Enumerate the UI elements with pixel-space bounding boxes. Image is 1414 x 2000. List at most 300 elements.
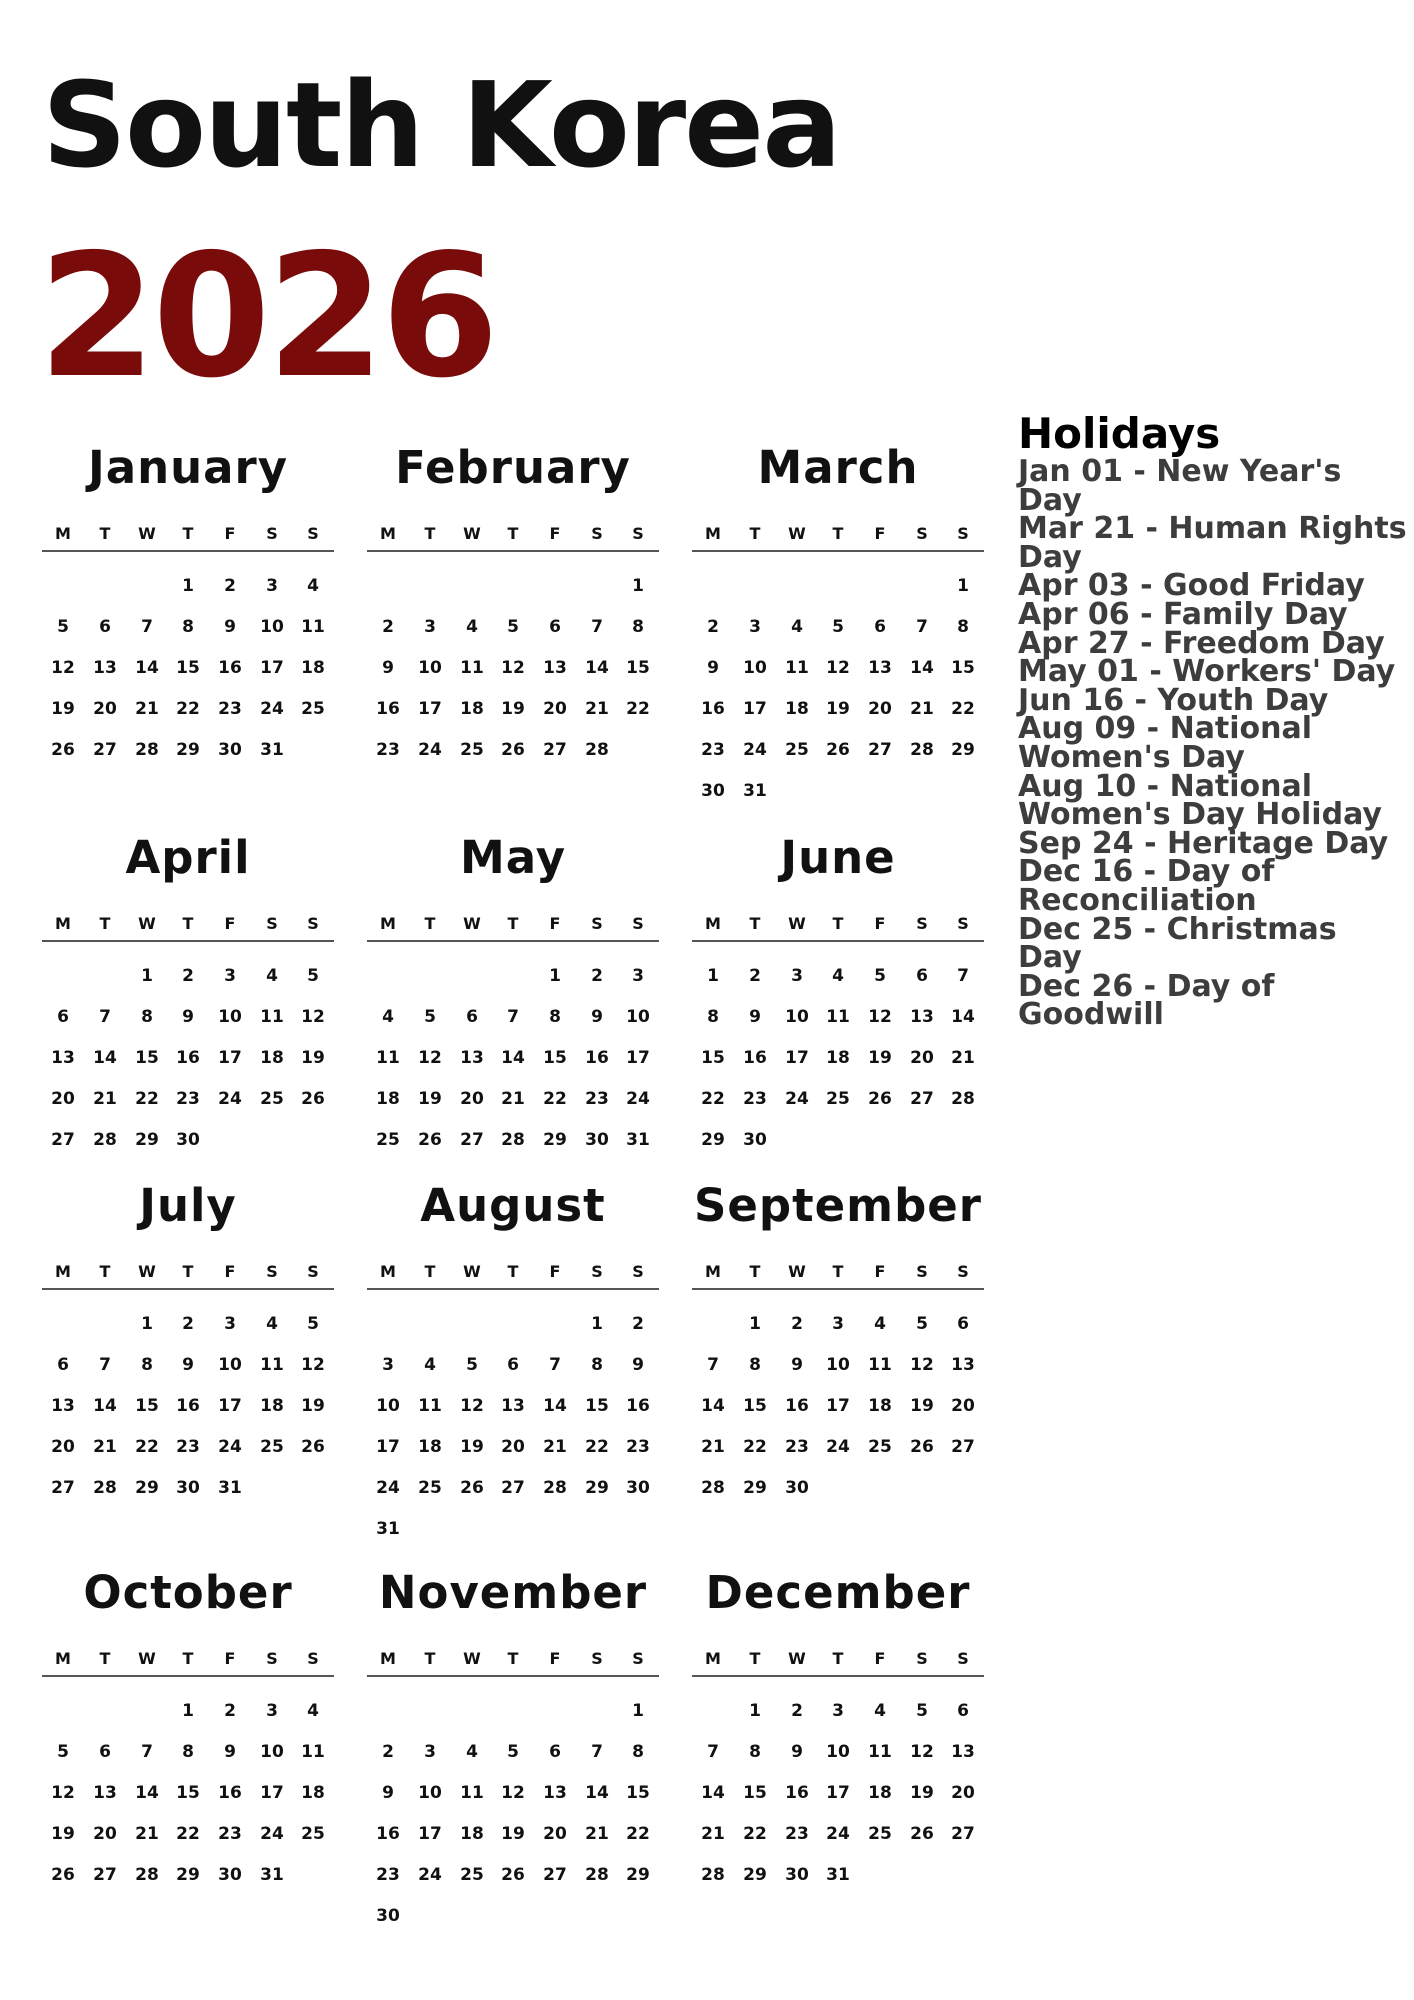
weekday-label: T	[182, 524, 194, 543]
day-cell: 11	[868, 1355, 892, 1375]
day-cell: 20	[460, 1089, 484, 1109]
day-cell: 16	[176, 1396, 200, 1416]
day-cell: 11	[826, 1007, 850, 1027]
day-cell: 4	[832, 966, 844, 986]
day-cell: 11	[260, 1355, 284, 1375]
day-cell: 5	[507, 617, 519, 637]
day-cell: 6	[99, 1742, 111, 1762]
weekday-label: F	[549, 914, 561, 933]
day-cell: 19	[418, 1089, 442, 1109]
day-cell: 1	[549, 966, 561, 986]
day-cell: 8	[141, 1355, 153, 1375]
month-name: March	[757, 441, 919, 494]
weekday-label: S	[307, 1262, 319, 1281]
day-cell: 15	[176, 658, 200, 678]
day-cell: 26	[501, 1865, 525, 1885]
day-cell: 15	[135, 1048, 159, 1068]
day-cell: 4	[307, 576, 319, 596]
day-cell: 4	[791, 617, 803, 637]
day-cell: 21	[93, 1089, 117, 1109]
month-name: November	[378, 1566, 648, 1619]
day-cell: 19	[51, 699, 75, 719]
day-cell: 2	[791, 1314, 803, 1334]
day-cell: 5	[57, 1742, 69, 1762]
day-cell: 4	[874, 1314, 886, 1334]
day-cell: 14	[910, 658, 934, 678]
day-cell: 31	[260, 1865, 284, 1885]
day-cell: 25	[868, 1824, 892, 1844]
day-cell: 13	[51, 1048, 75, 1068]
day-cell: 14	[701, 1783, 725, 1803]
day-cell: 24	[418, 1865, 442, 1885]
holiday-item: Mar 21 - Human Rights Day	[1018, 511, 1407, 575]
day-cell: 6	[549, 1742, 561, 1762]
weekday-label: T	[832, 1262, 844, 1281]
day-cell: 5	[466, 1355, 478, 1375]
weekday-label: S	[916, 524, 928, 543]
day-cell: 16	[626, 1396, 650, 1416]
day-cell: 18	[460, 1824, 484, 1844]
day-cell: 1	[141, 966, 153, 986]
day-cell: 12	[301, 1355, 325, 1375]
day-cell: 21	[543, 1437, 567, 1457]
day-cell: 13	[93, 1783, 117, 1803]
holidays-panel	[1018, 409, 1408, 1033]
day-cell: 19	[301, 1048, 325, 1068]
weekday-label: T	[507, 1649, 519, 1668]
day-cell: 29	[543, 1130, 567, 1150]
day-cell: 12	[460, 1396, 484, 1416]
day-cell: 3	[266, 1701, 278, 1721]
day-cell: 7	[707, 1355, 719, 1375]
day-cell: 9	[749, 1007, 761, 1027]
holiday-item: Dec 26 - Day of Goodwill	[1018, 968, 1275, 1033]
weekday-label: S	[916, 1262, 928, 1281]
weekday-label: S	[591, 524, 603, 543]
day-cell: 27	[51, 1130, 75, 1150]
day-cell: 28	[501, 1130, 525, 1150]
day-cell: 27	[910, 1089, 934, 1109]
day-cell: 15	[743, 1396, 767, 1416]
day-cell: 11	[418, 1396, 442, 1416]
day-cell: 20	[868, 699, 892, 719]
day-cell: 2	[224, 576, 236, 596]
day-cell: 20	[543, 699, 567, 719]
day-cell: 10	[218, 1355, 242, 1375]
day-cell: 9	[382, 658, 394, 678]
day-cell: 16	[785, 1783, 809, 1803]
day-cell: 3	[791, 966, 803, 986]
weekday-label: S	[957, 1262, 969, 1281]
day-cell: 29	[176, 740, 200, 760]
day-cell: 1	[749, 1701, 761, 1721]
weekday-label: S	[957, 524, 969, 543]
day-cell: 27	[460, 1130, 484, 1150]
weekday-label: S	[591, 914, 603, 933]
day-cell: 8	[749, 1742, 761, 1762]
day-cell: 7	[916, 617, 928, 637]
day-cell: 14	[135, 1783, 159, 1803]
day-cell: 8	[632, 1742, 644, 1762]
day-cell: 20	[93, 1824, 117, 1844]
day-cell: 24	[218, 1437, 242, 1457]
day-cell: 12	[826, 658, 850, 678]
weekday-header	[367, 520, 659, 552]
day-cell: 3	[224, 1314, 236, 1334]
day-cell: 25	[826, 1089, 850, 1109]
day-cell: 17	[260, 1783, 284, 1803]
day-cell: 13	[868, 658, 892, 678]
day-cell: 6	[99, 617, 111, 637]
day-cell: 2	[382, 1742, 394, 1762]
weekday-label: T	[424, 1649, 436, 1668]
day-cell: 14	[585, 658, 609, 678]
day-cell: 11	[301, 1742, 325, 1762]
day-cell: 21	[501, 1089, 525, 1109]
weekday-label: F	[224, 524, 236, 543]
day-cell: 3	[832, 1314, 844, 1334]
day-cell: 8	[182, 617, 194, 637]
day-cell: 11	[460, 658, 484, 678]
day-cell: 19	[501, 1824, 525, 1844]
day-cell: 17	[218, 1396, 242, 1416]
day-cell: 18	[301, 1783, 325, 1803]
day-cell: 20	[51, 1437, 75, 1457]
weekday-label: S	[591, 1262, 603, 1281]
weekday-label: W	[463, 1649, 481, 1668]
day-cell: 29	[626, 1865, 650, 1885]
weekday-label: S	[632, 1262, 644, 1281]
day-cell: 18	[301, 658, 325, 678]
day-cell: 30	[785, 1478, 809, 1498]
day-cell: 24	[418, 740, 442, 760]
weekday-label: W	[463, 914, 481, 933]
day-cell: 6	[549, 617, 561, 637]
weekday-label: F	[224, 1649, 236, 1668]
weekday-label: T	[182, 1649, 194, 1668]
day-cell: 26	[910, 1824, 934, 1844]
day-cell: 7	[99, 1007, 111, 1027]
weekday-header	[692, 910, 984, 942]
day-cell: 9	[182, 1007, 194, 1027]
day-cell: 27	[93, 1865, 117, 1885]
weekday-label: M	[55, 914, 71, 933]
weekday-label: W	[788, 1649, 806, 1668]
day-cell: 15	[626, 1783, 650, 1803]
day-cell: 22	[135, 1089, 159, 1109]
weekday-label: T	[424, 524, 436, 543]
day-cell: 3	[224, 966, 236, 986]
day-cell: 29	[135, 1130, 159, 1150]
day-cell: 26	[460, 1478, 484, 1498]
day-cell: 16	[585, 1048, 609, 1068]
day-cell: 26	[826, 740, 850, 760]
day-cell: 13	[460, 1048, 484, 1068]
weekday-label: T	[507, 524, 519, 543]
day-cell: 20	[51, 1089, 75, 1109]
day-cell: 11	[868, 1742, 892, 1762]
day-cell: 2	[224, 1701, 236, 1721]
day-cell: 17	[418, 699, 442, 719]
month-name: December	[705, 1566, 971, 1619]
weekday-label: S	[266, 1649, 278, 1668]
day-cell: 12	[501, 658, 525, 678]
holiday-item: Apr 27 - Freedom Day	[1018, 625, 1385, 661]
day-cell: 13	[543, 1783, 567, 1803]
day-cell: 6	[57, 1355, 69, 1375]
day-cell: 1	[632, 1701, 644, 1721]
weekday-label: F	[224, 914, 236, 933]
day-cell: 14	[585, 1783, 609, 1803]
day-cell: 6	[957, 1701, 969, 1721]
day-cell: 22	[626, 699, 650, 719]
day-cell: 15	[585, 1396, 609, 1416]
day-cell: 31	[826, 1865, 850, 1885]
day-cell: 14	[93, 1396, 117, 1416]
day-cell: 7	[707, 1742, 719, 1762]
weekday-header	[692, 1258, 984, 1290]
day-cell: 25	[301, 1824, 325, 1844]
day-cell: 16	[785, 1396, 809, 1416]
day-cell: 7	[141, 1742, 153, 1762]
day-cell: 8	[749, 1355, 761, 1375]
holiday-item: Apr 03 - Good Friday	[1018, 568, 1365, 604]
weekday-label: T	[182, 1262, 194, 1281]
month-name: June	[780, 831, 896, 884]
day-cell: 24	[785, 1089, 809, 1109]
day-cell: 13	[93, 658, 117, 678]
day-cell: 4	[266, 1314, 278, 1334]
weekday-label: F	[874, 1649, 886, 1668]
day-cell: 21	[135, 1824, 159, 1844]
day-cell: 15	[701, 1048, 725, 1068]
day-cell: 18	[376, 1089, 400, 1109]
day-cell: 8	[957, 617, 969, 637]
day-cell: 17	[218, 1048, 242, 1068]
day-cell: 6	[874, 617, 886, 637]
day-cell: 8	[591, 1355, 603, 1375]
day-cell: 18	[460, 699, 484, 719]
day-cell: 23	[743, 1089, 767, 1109]
day-cell: 5	[424, 1007, 436, 1027]
weekday-label: T	[99, 1262, 111, 1281]
day-cell: 18	[785, 699, 809, 719]
weekday-label: F	[549, 524, 561, 543]
day-cell: 17	[785, 1048, 809, 1068]
day-cell: 5	[916, 1701, 928, 1721]
day-cell: 16	[218, 658, 242, 678]
day-cell: 13	[951, 1355, 975, 1375]
day-cell: 14	[93, 1048, 117, 1068]
day-cell: 8	[549, 1007, 561, 1027]
weekday-label: W	[788, 524, 806, 543]
weekday-label: T	[424, 914, 436, 933]
weekday-header	[692, 520, 984, 552]
page-title: South Korea	[42, 56, 840, 194]
day-cell: 30	[743, 1130, 767, 1150]
day-cell: 22	[701, 1089, 725, 1109]
day-cell: 30	[585, 1130, 609, 1150]
weekday-label: T	[749, 524, 761, 543]
day-cell: 27	[543, 1865, 567, 1885]
weekday-label: F	[874, 1262, 886, 1281]
weekday-label: S	[957, 914, 969, 933]
day-cell: 3	[382, 1355, 394, 1375]
weekday-label: T	[507, 1262, 519, 1281]
day-cell: 14	[701, 1396, 725, 1416]
day-cell: 10	[260, 1742, 284, 1762]
day-cell: 14	[543, 1396, 567, 1416]
day-cell: 7	[957, 966, 969, 986]
day-cell: 1	[957, 576, 969, 596]
weekday-label: M	[380, 914, 396, 933]
day-cell: 17	[376, 1437, 400, 1457]
day-cell: 25	[418, 1478, 442, 1498]
day-cell: 6	[957, 1314, 969, 1334]
weekday-label: F	[549, 1649, 561, 1668]
day-cell: 30	[626, 1478, 650, 1498]
day-cell: 9	[224, 1742, 236, 1762]
day-cell: 21	[701, 1437, 725, 1457]
day-cell: 28	[951, 1089, 975, 1109]
weekday-label: S	[916, 914, 928, 933]
day-cell: 1	[749, 1314, 761, 1334]
day-cell: 3	[832, 1701, 844, 1721]
day-cell: 24	[260, 1824, 284, 1844]
day-cell: 28	[93, 1130, 117, 1150]
day-cell: 10	[218, 1007, 242, 1027]
weekday-label: S	[632, 524, 644, 543]
day-cell: 26	[51, 740, 75, 760]
day-cell: 29	[585, 1478, 609, 1498]
day-cell: 19	[501, 699, 525, 719]
day-cell: 4	[466, 1742, 478, 1762]
day-cell: 19	[868, 1048, 892, 1068]
day-cell: 12	[910, 1355, 934, 1375]
weekday-header	[367, 1258, 659, 1290]
weekday-label: M	[380, 524, 396, 543]
weekday-label: T	[424, 1262, 436, 1281]
month-name: October	[83, 1566, 293, 1619]
day-cell: 7	[591, 617, 603, 637]
weekday-label: W	[788, 914, 806, 933]
weekday-label: S	[957, 1649, 969, 1668]
holiday-item: Aug 09 - National Women's Day	[1018, 711, 1313, 775]
weekday-label: F	[874, 524, 886, 543]
day-cell: 24	[218, 1089, 242, 1109]
day-cell: 16	[376, 699, 400, 719]
day-cell: 23	[176, 1089, 200, 1109]
day-cell: 22	[951, 699, 975, 719]
day-cell: 3	[749, 617, 761, 637]
day-cell: 25	[785, 740, 809, 760]
day-cell: 8	[141, 1007, 153, 1027]
day-cell: 22	[626, 1824, 650, 1844]
day-cell: 29	[743, 1865, 767, 1885]
month-name: August	[420, 1179, 606, 1232]
day-cell: 30	[218, 740, 242, 760]
day-cell: 23	[376, 740, 400, 760]
day-cell: 9	[591, 1007, 603, 1027]
weekday-label: M	[705, 1262, 721, 1281]
day-cell: 2	[749, 966, 761, 986]
day-cell: 31	[626, 1130, 650, 1150]
weekday-label: T	[832, 914, 844, 933]
day-cell: 20	[93, 699, 117, 719]
day-cell: 11	[460, 1783, 484, 1803]
weekday-header	[42, 1645, 334, 1677]
day-cell: 10	[260, 617, 284, 637]
day-cell: 9	[707, 658, 719, 678]
day-cell: 30	[176, 1130, 200, 1150]
day-cell: 22	[176, 699, 200, 719]
weekday-label: W	[463, 524, 481, 543]
day-cell: 18	[260, 1396, 284, 1416]
month-name: July	[139, 1179, 237, 1232]
day-cell: 10	[785, 1007, 809, 1027]
day-cell: 5	[916, 1314, 928, 1334]
day-cell: 24	[626, 1089, 650, 1109]
weekday-label: T	[832, 1649, 844, 1668]
day-cell: 12	[501, 1783, 525, 1803]
day-cell: 28	[93, 1478, 117, 1498]
day-cell: 19	[301, 1396, 325, 1416]
weekday-label: W	[463, 1262, 481, 1281]
day-cell: 25	[460, 1865, 484, 1885]
holiday-list	[1018, 454, 1408, 1033]
day-cell: 11	[301, 617, 325, 637]
day-cell: 23	[218, 699, 242, 719]
day-cell: 1	[632, 576, 644, 596]
day-cell: 21	[585, 699, 609, 719]
day-cell: 2	[382, 617, 394, 637]
day-cell: 24	[743, 740, 767, 760]
day-cell: 18	[260, 1048, 284, 1068]
day-cell: 16	[218, 1783, 242, 1803]
day-cell: 25	[301, 699, 325, 719]
day-cell: 21	[135, 699, 159, 719]
day-cell: 3	[632, 966, 644, 986]
weekday-label: M	[705, 914, 721, 933]
weekday-label: S	[266, 524, 278, 543]
day-cell: 4	[424, 1355, 436, 1375]
day-cell: 2	[791, 1701, 803, 1721]
day-cell: 23	[218, 1824, 242, 1844]
day-cell: 23	[785, 1824, 809, 1844]
weekday-label: W	[138, 914, 156, 933]
day-cell: 28	[701, 1865, 725, 1885]
weekday-header	[367, 1645, 659, 1677]
day-cell: 10	[418, 658, 442, 678]
weekday-header	[42, 910, 334, 942]
day-cell: 23	[785, 1437, 809, 1457]
day-cell: 11	[785, 658, 809, 678]
day-cell: 27	[868, 740, 892, 760]
day-cell: 16	[376, 1824, 400, 1844]
weekday-label: T	[507, 914, 519, 933]
day-cell: 12	[868, 1007, 892, 1027]
day-cell: 10	[826, 1742, 850, 1762]
day-cell: 20	[910, 1048, 934, 1068]
day-cell: 26	[51, 1865, 75, 1885]
weekday-header	[367, 910, 659, 942]
day-cell: 30	[218, 1865, 242, 1885]
day-cell: 28	[135, 740, 159, 760]
day-cell: 4	[466, 617, 478, 637]
day-cell: 7	[591, 1742, 603, 1762]
day-cell: 22	[543, 1089, 567, 1109]
day-cell: 20	[951, 1396, 975, 1416]
